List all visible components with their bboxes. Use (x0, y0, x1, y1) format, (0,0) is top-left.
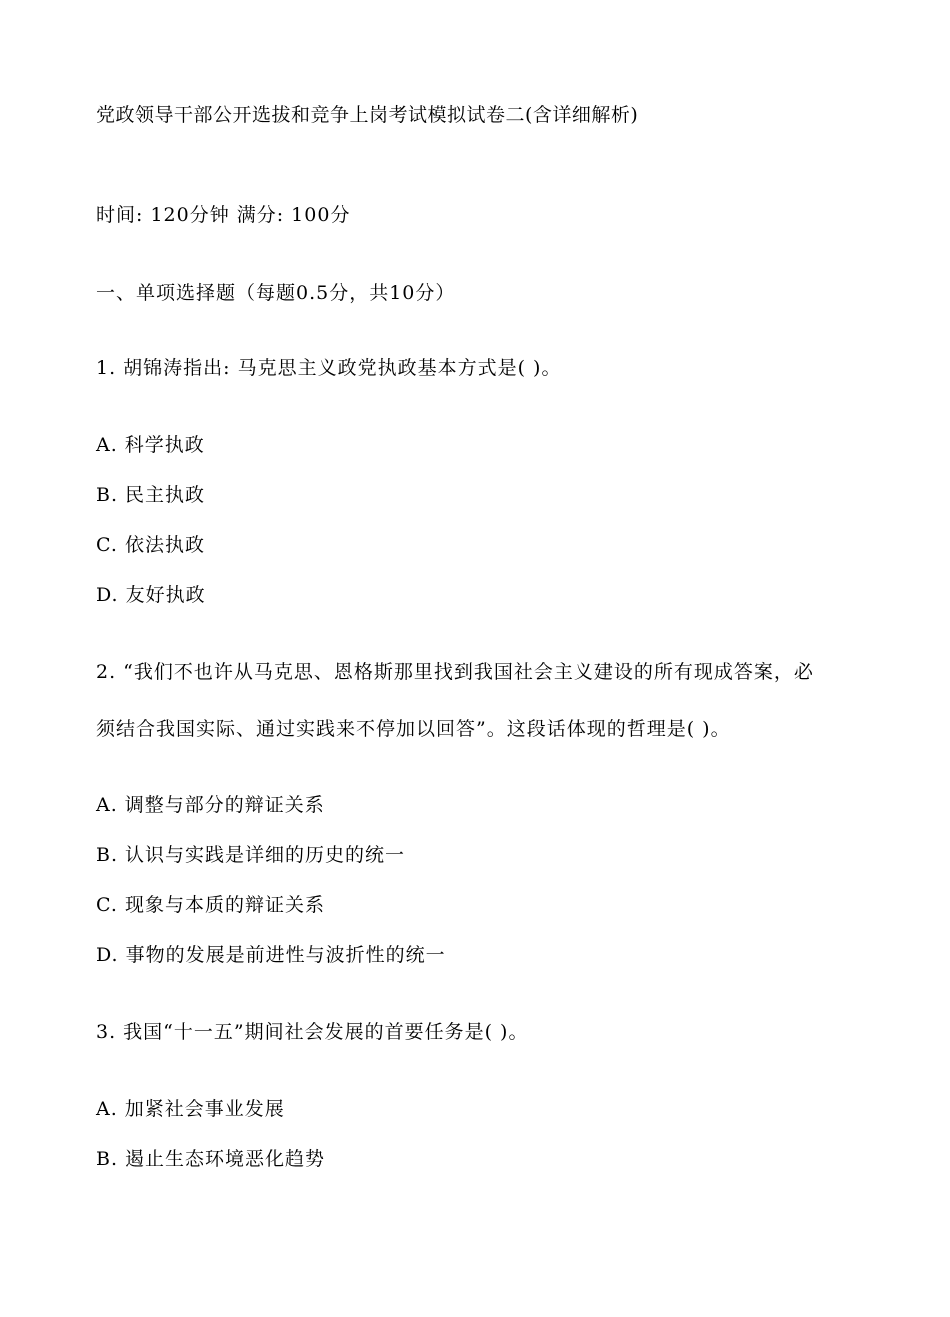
exam-time-and-score: 时间: 120分钟 满分: 100分 (96, 204, 351, 226)
question-1-option-b: B. 民主执政 (96, 484, 206, 506)
question-2-option-a: A. 调整与部分的辩证关系 (96, 794, 325, 816)
question-1-stem: 1. 胡锦涛指出: 马克思主义政党执政基本方式是( )。 (96, 357, 562, 379)
question-2-option-d: D. 事物的发展是前进性与波折性的统一 (96, 944, 446, 966)
document-title: 党政领导干部公开选拔和竞争上岗考试模拟试卷二(含详细解析) (96, 104, 639, 126)
question-2-option-b: B. 认识与实践是详细的历史的统一 (96, 844, 406, 866)
question-1-option-c: C. 依法执政 (96, 534, 205, 556)
question-3-option-b: B. 遏止生态环境恶化趋势 (96, 1148, 326, 1170)
question-2-stem-line-1: 2. “我们不也许从马克思、恩格斯那里找到我国社会主义建设的所有现成答案，必 (96, 661, 814, 683)
question-1-option-a: A. 科学执政 (96, 434, 205, 456)
question-3-option-a: A. 加紧社会事业发展 (96, 1098, 285, 1120)
question-2-option-c: C. 现象与本质的辩证关系 (96, 894, 325, 916)
section-heading: 一、单项选择题（每题0.5分，共10分） (96, 282, 456, 304)
question-2-stem-line-2: 须结合我国实际、通过实践来不停加以回答”。这段话体现的哲理是( )。 (96, 718, 731, 740)
question-3-stem: 3. 我国“十一五”期间社会发展的首要任务是( )。 (96, 1021, 529, 1043)
question-1-option-d: D. 友好执政 (96, 584, 206, 606)
